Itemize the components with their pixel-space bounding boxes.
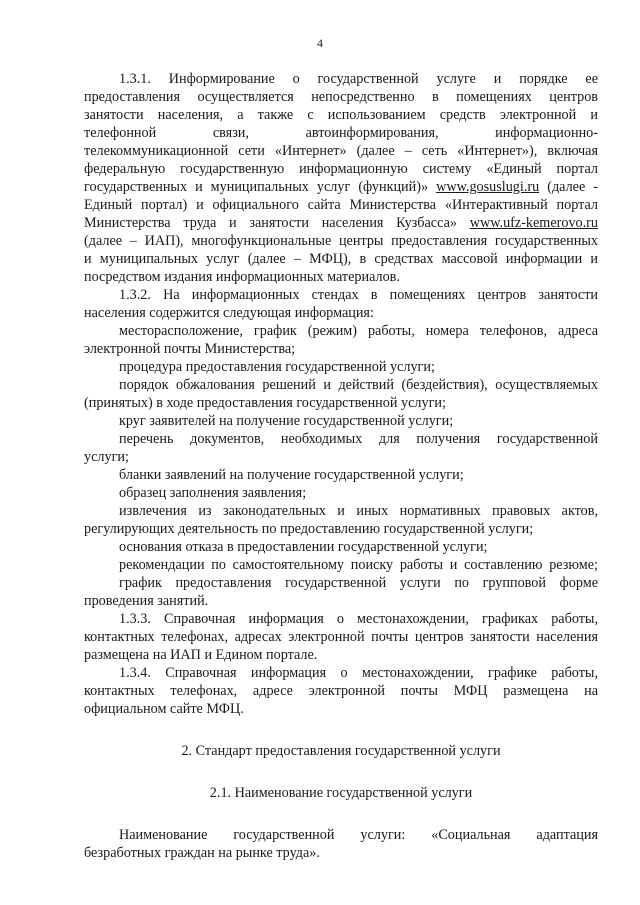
- text-line: основания отказа в предоставлении государственной услуги;: [119, 539, 488, 555]
- text-line: контактных телефонах, адресах электронной почты центров занятости населения: [84, 629, 598, 645]
- text-line: рекомендации по самостоятельному поиску работы и составлению резюме;: [119, 557, 598, 573]
- text-line: Наименование государственной услуги: «Социальная адаптация: [119, 827, 598, 843]
- text-line: (далее – ИАП), многофункциональные центры предоставления государственных: [84, 233, 598, 249]
- text-line: образец заполнения заявления;: [119, 485, 307, 501]
- text-segment: (далее -: [539, 179, 598, 195]
- text-line: (принятых) в ходе предоставления государственной услуги;: [84, 395, 446, 411]
- text-line: размещена на ИАП и Едином портале.: [84, 647, 318, 663]
- text-segment: Министерства труда и занятости населения Кузбасса»: [84, 215, 470, 231]
- text-line: телефонной связи, автоинформирования, информационно-: [84, 125, 598, 141]
- link-gosuslugi[interactable]: www.gosuslugi.ru: [436, 179, 540, 195]
- text-line: регулирующих деятельность по предоставлению государственной услуги;: [84, 521, 534, 537]
- text-line: 1.3.2. На информационных стендах в помещениях центров занятости: [119, 287, 598, 303]
- text-line: и муниципальных услуг (далее – МФЦ), в средствах массовой информации и: [84, 251, 598, 267]
- text-line: 1.3.4. Справочная информация о местонахождении, графике работы,: [119, 665, 598, 681]
- text-line: контактных телефонах, адресе электронной почты МФЦ размещена на: [84, 683, 598, 699]
- text-line: порядок обжалования решений и действий (бездействия), осуществляемых: [119, 377, 598, 393]
- text-line: посредством издания информационных материалов.: [84, 269, 400, 285]
- text-line: проведения занятий.: [84, 593, 209, 609]
- text-line: перечень документов, необходимых для получения государственной: [119, 431, 598, 447]
- text-segment: государственных и муниципальных услуг (функций)»: [84, 179, 437, 195]
- text-line: занятости населения, а также с использованием средств электронной и: [84, 107, 598, 123]
- text-line: [84, 214, 598, 232]
- page-number: 4: [317, 36, 323, 50]
- text-line: телекоммуникационной сети «Интернет» (далее – сеть «Интернет»), включая: [84, 143, 598, 159]
- text-line: населения содержится следующая информация:: [84, 305, 374, 321]
- text-line: безработных граждан на рынке труда».: [84, 845, 320, 861]
- text-line: месторасположение, график (режим) работы, номера телефонов, адреса: [119, 323, 598, 339]
- text-line: 1.3.3. Справочная информация о местонахождении, графиках работы,: [119, 611, 598, 627]
- text-line: услуги;: [84, 449, 129, 465]
- text-line: Единый портал) и официального сайта Министерства «Интерактивный портал: [84, 197, 598, 213]
- subsection-heading: 2.1. Наименование государственной услуги: [209, 785, 473, 801]
- section-heading: 2. Стандарт предоставления государственной услуги: [181, 743, 501, 759]
- text-line: федеральную государственную информационную систему «Единый портал: [84, 161, 598, 177]
- text-line: процедура предоставления государственной услуги;: [119, 359, 435, 375]
- text-line: предоставления осуществляется непосредственно в помещениях центров: [84, 89, 598, 105]
- text-line: бланки заявлений на получение государственной услуги;: [119, 467, 464, 483]
- text-line: официальном сайте МФЦ.: [84, 701, 244, 717]
- text-line: круг заявителей на получение государственной услуги;: [119, 413, 454, 429]
- text-line: [84, 178, 598, 196]
- text-line: электронной почты Министерства;: [84, 341, 296, 357]
- text-line: извлечения из законодательных и иных нормативных правовых актов,: [119, 503, 598, 519]
- text-line: график предоставления государственной услуги по групповой форме: [119, 575, 598, 591]
- text-line: 1.3.1. Информирование о государственной услуге и порядке ее: [119, 71, 598, 87]
- link-ufz-kemerovo[interactable]: www.ufz-kemerovo.ru: [469, 215, 598, 231]
